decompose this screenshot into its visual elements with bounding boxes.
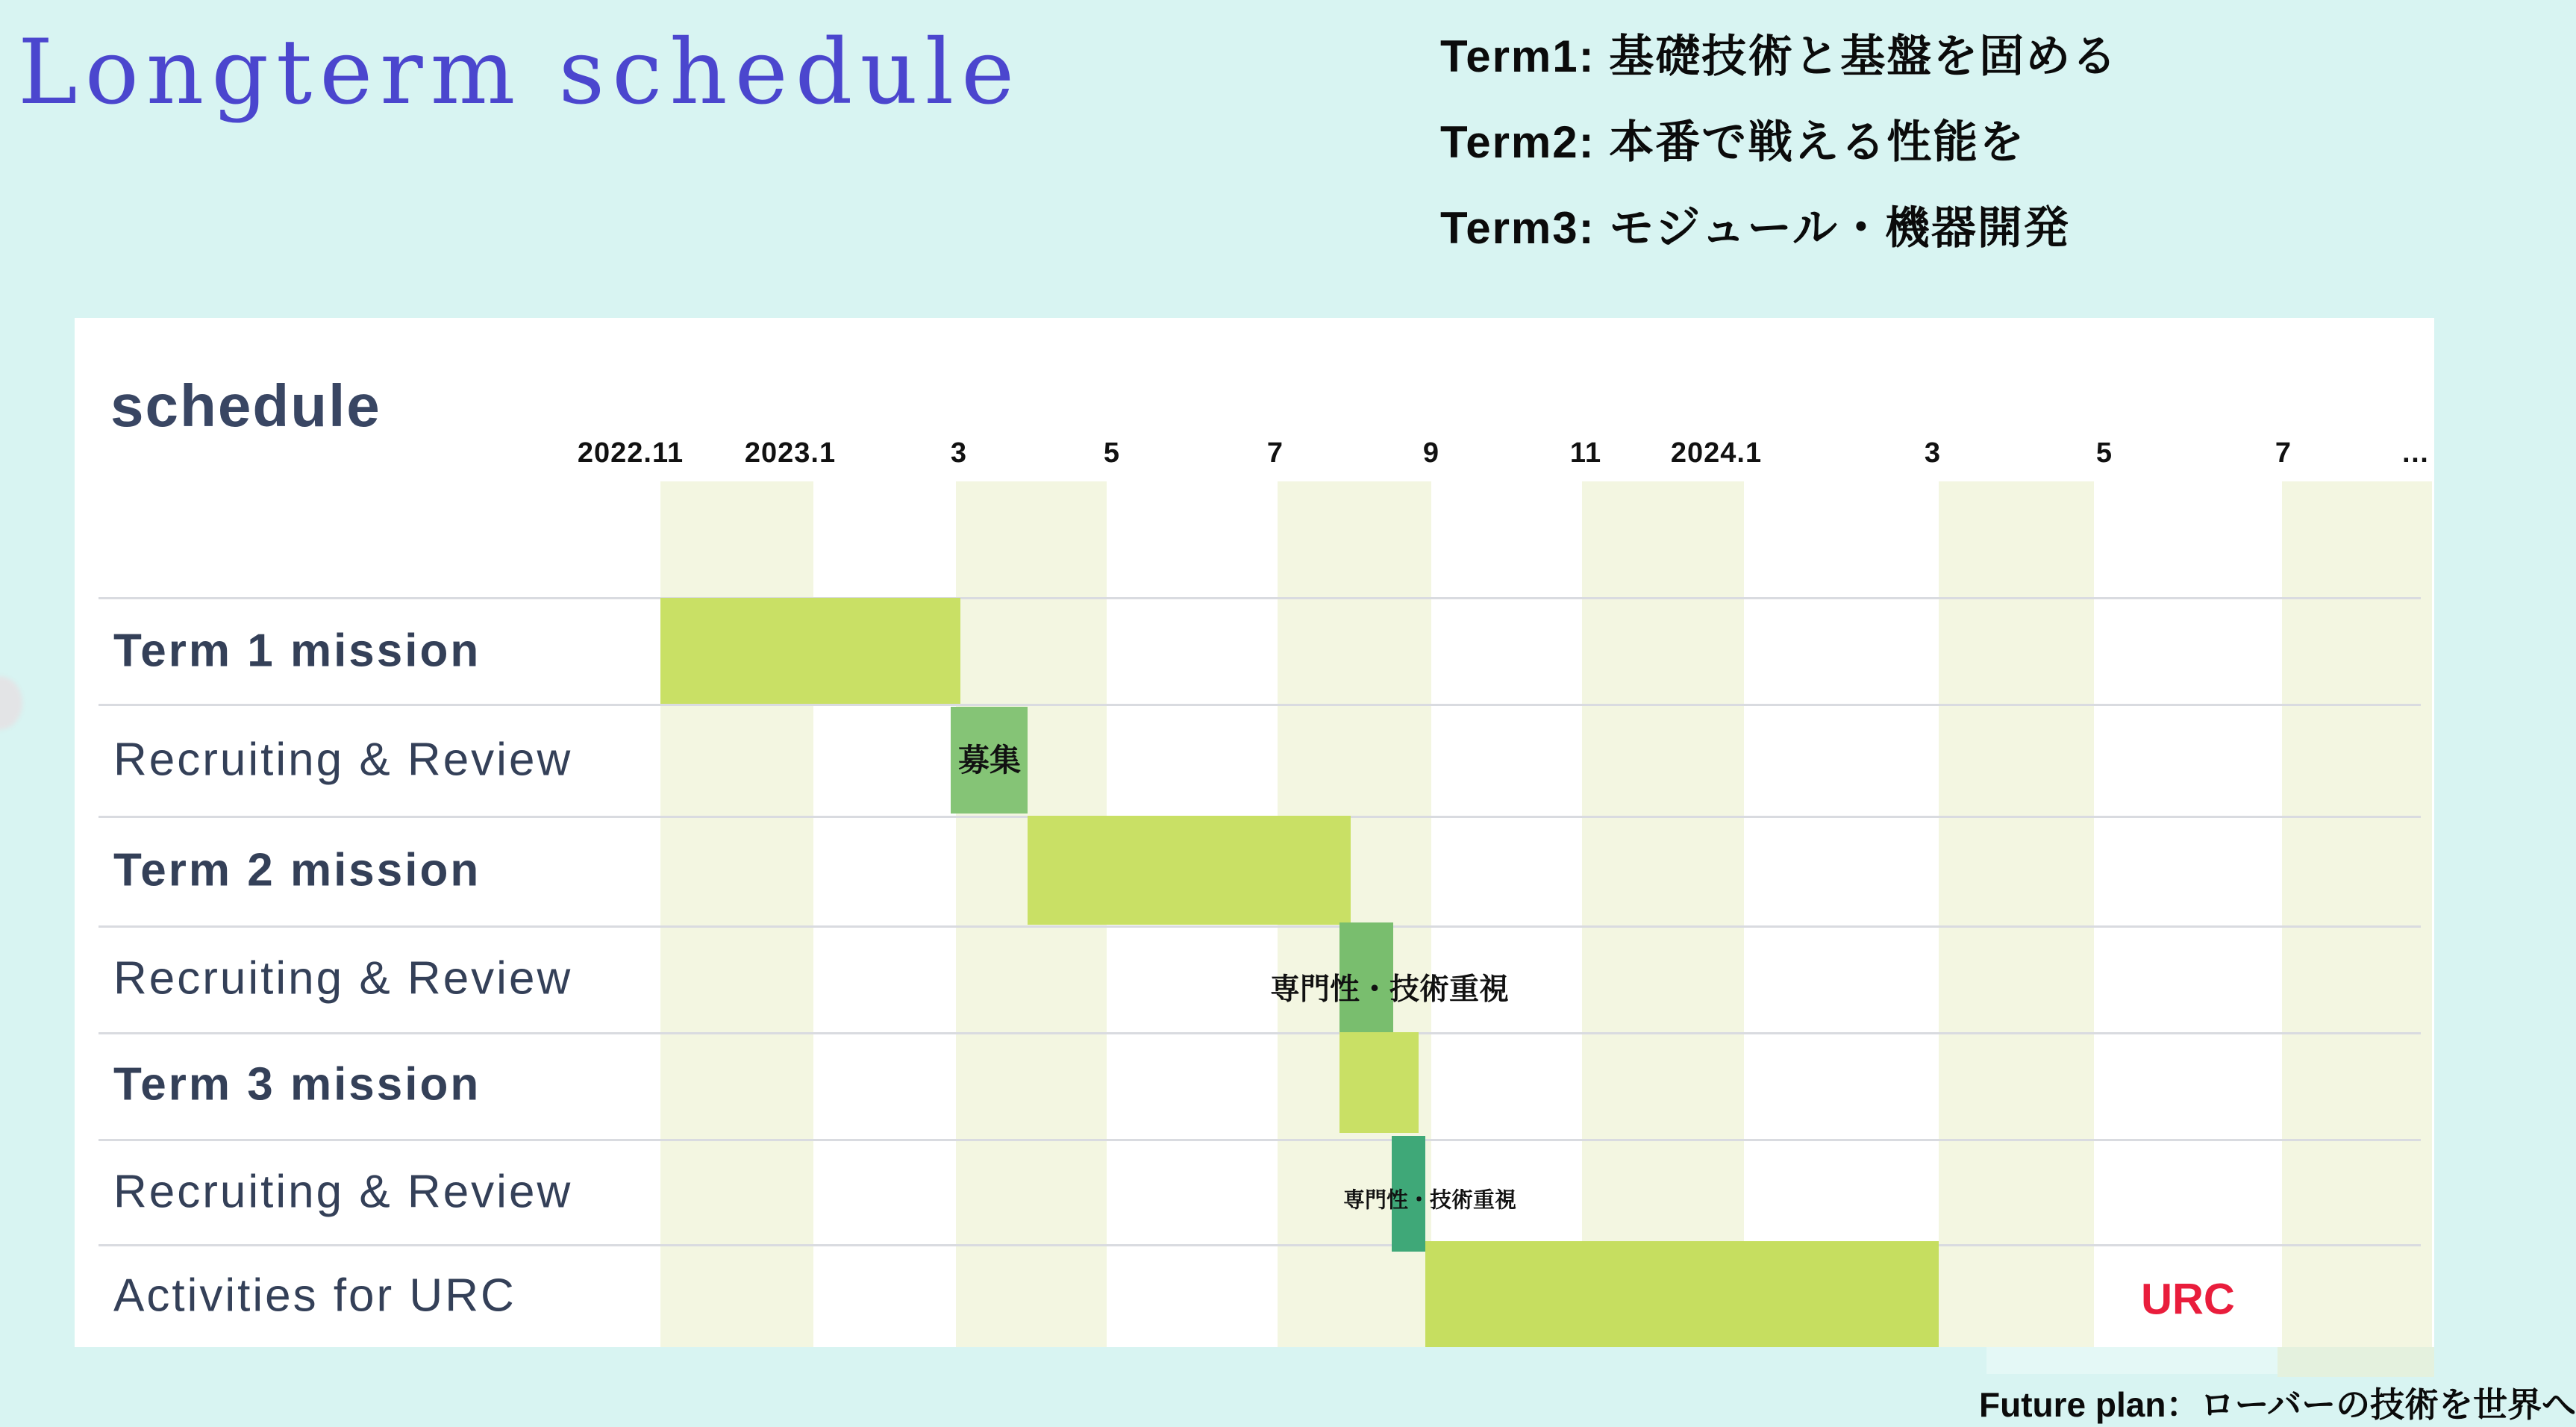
urc-label: URC <box>2141 1275 2235 1324</box>
row-divider <box>99 1139 2421 1141</box>
axis-tick-label: 2023.1 <box>744 437 837 469</box>
row-label: Term 1 mission <box>113 625 481 677</box>
axis-tick-label: 9 <box>1422 437 1440 469</box>
bar-annotation: 募集 <box>957 743 1022 778</box>
bar-annotation: 専門性・技術重視 <box>1342 1188 1517 1213</box>
row-label: Term 2 mission <box>113 844 481 896</box>
column-stripe <box>1939 481 2094 1347</box>
row-divider <box>99 597 2421 599</box>
urc-activities-bar <box>1425 1241 1939 1347</box>
row-label: Activities for URC <box>113 1270 516 1322</box>
axis-tick-label: 5 <box>2095 437 2113 469</box>
row-label: Recruiting & Review <box>113 1166 573 1218</box>
row-divider <box>99 925 2421 928</box>
row-label: Term 3 mission <box>113 1058 481 1111</box>
bar-annotation: 専門性・技術重視 <box>1270 972 1509 1006</box>
axis-tick-label: 3 <box>950 437 968 469</box>
row-label: Recruiting & Review <box>113 734 573 786</box>
axis-tick-label: 2022.11 <box>577 437 684 469</box>
row-divider <box>99 1244 2421 1246</box>
axis-tick-label: 5 <box>1103 437 1121 469</box>
footer-caption-clipped: Future plan：ローバーの技術を世界へ <box>1979 1385 2576 1424</box>
row-label: Recruiting & Review <box>113 952 573 1005</box>
column-stripe <box>1582 481 1744 1347</box>
term2-goal-line: Term2: 本番で戦える性能を <box>1440 117 2026 167</box>
axis-tick-label: 7 <box>2275 437 2292 469</box>
axis-tick-label: 11 <box>1569 437 1602 469</box>
axis-tick-label: 3 <box>1924 437 1942 469</box>
row-divider <box>99 704 2421 706</box>
axis-tick-label: … <box>2401 437 2430 469</box>
axis-tick-label: 2024.1 <box>1670 437 1763 469</box>
axis-tick-label: 7 <box>1266 437 1284 469</box>
term1-mission-bar <box>660 598 960 704</box>
term3-mission-bar <box>1339 1032 1419 1133</box>
column-stripe <box>2282 481 2432 1347</box>
term1-goal-line: Term1: 基礎技術と基盤を固める <box>1440 31 2119 81</box>
row-divider <box>99 1032 2421 1034</box>
chart-title: schedule <box>110 372 381 439</box>
page-title: Longterm schedule <box>18 21 1022 125</box>
term2-mission-bar <box>1028 816 1351 925</box>
term3-goal-line: Term3: モジュール・機器開発 <box>1440 203 2070 253</box>
